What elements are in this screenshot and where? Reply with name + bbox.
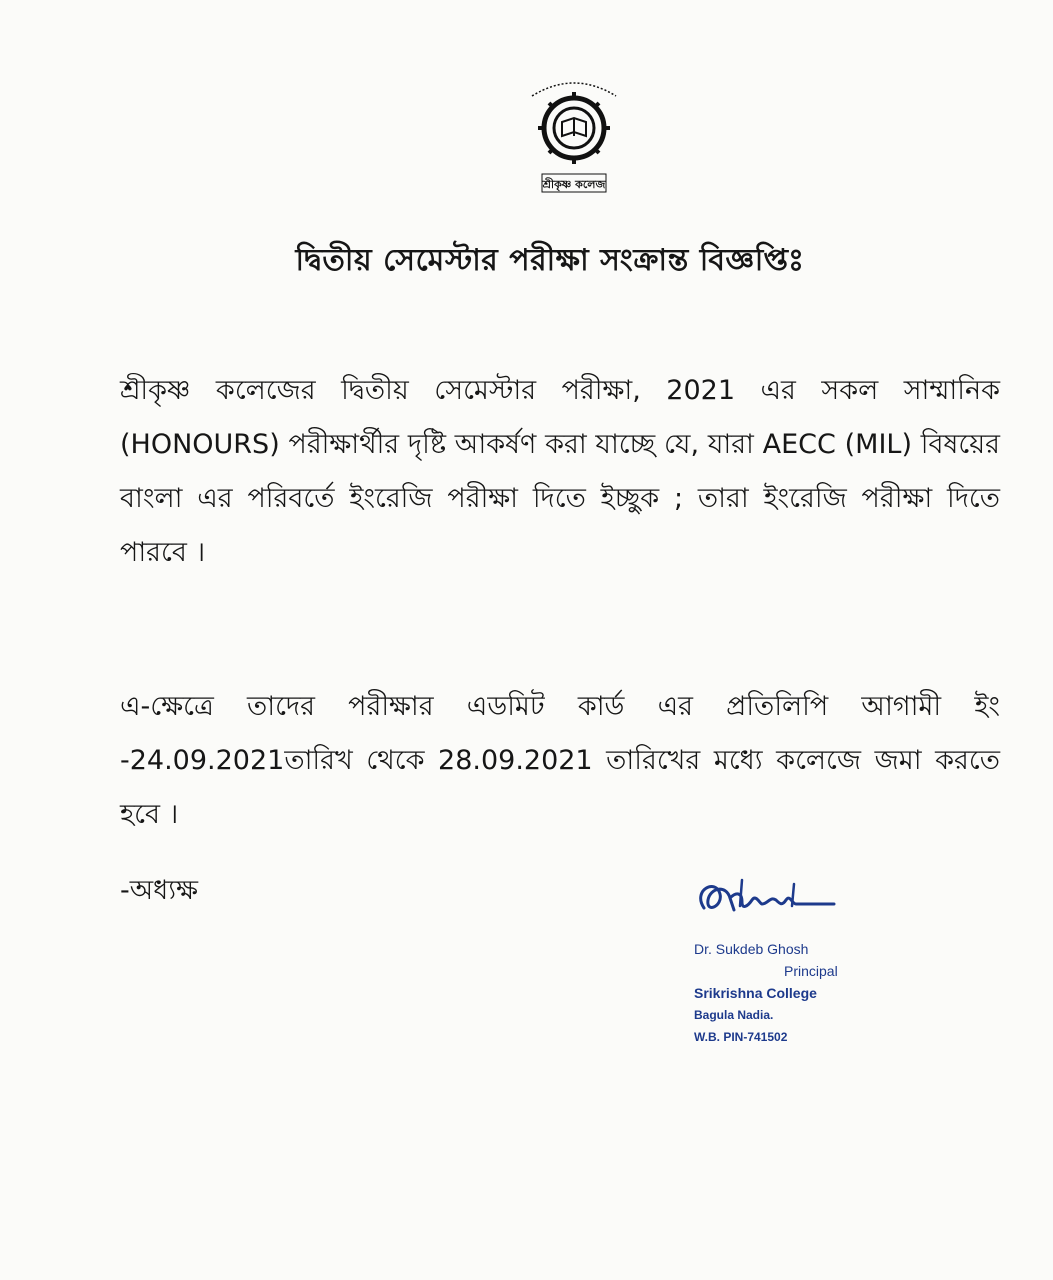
notice-paragraph-2: এ-ক্ষেত্রে তাদের পরীক্ষার এডমিট কার্ড এর প্রতিলিপি আগামী ইং -24.09.2021তারিখ থেকে 28.09.2021 তারিখের মধ্যে কলেজে জমা করতে হবে । bbox=[120, 691, 1000, 830]
stamp-name: Dr. Sukdeb Ghosh bbox=[694, 941, 809, 957]
svg-text:শ্রীকৃষ্ণ কলেজ: শ্রীকৃষ্ণ কলেজ bbox=[542, 178, 606, 191]
college-logo bbox=[512, 70, 636, 200]
stamp-designation: Principal bbox=[784, 963, 838, 979]
stamp-address-1: Bagula Nadia. bbox=[694, 1008, 774, 1022]
stamp-address-2: W.B. PIN-741502 bbox=[694, 1030, 788, 1044]
college-seal-icon bbox=[512, 70, 636, 200]
stamp-college: Srikrishna College bbox=[694, 985, 817, 1001]
notice-title: দ্বিতীয় সেমেস্টার পরীক্ষা সংক্রান্ত বিজ্ঞপ্তিঃ bbox=[295, 243, 805, 278]
sign-off: -অধ্যক্ষ bbox=[120, 875, 198, 906]
notice-paragraph-1: শ্রীকৃষ্ণ কলেজের দ্বিতীয় সেমেস্টার পরীক্ষা, 2021 এর সকল সাম্মানিক (HONOURS) পরীক্ষার্থীর দৃষ্টি আকর্ষণ করা যাচ্ছে যে, যারা AECC (MIL) বিষয়ের বাংলা এর পরিবর্তে ইংরেজি পরীক্ষা দিতে ইচ্ছুক ; তারা ইংরেজি পরীক্ষা দিতে পারবে । bbox=[120, 375, 1000, 568]
principal-stamp bbox=[694, 938, 838, 1048]
principal-signature bbox=[690, 870, 840, 930]
